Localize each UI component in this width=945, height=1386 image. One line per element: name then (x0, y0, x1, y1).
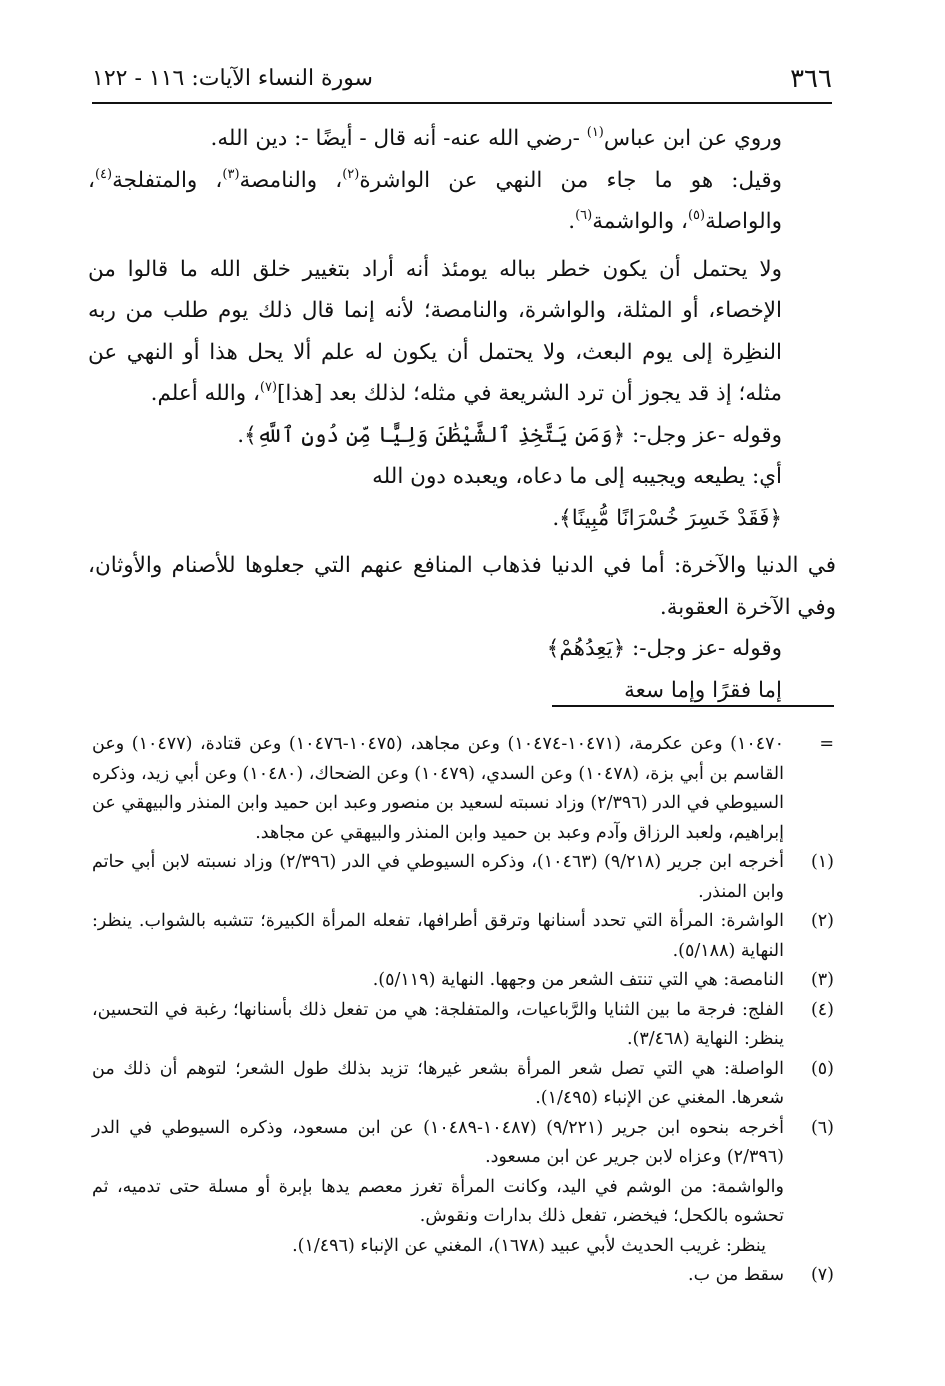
text-run: ، والمتفلجة (112, 167, 223, 193)
footnote-ref: (٦) (575, 208, 593, 223)
paragraph (88, 118, 836, 160)
text-run: . (568, 209, 576, 234)
page-number: ٣٦٦ (790, 64, 832, 94)
text-run: ولا يحتمل أن يكون خطر بباله يومئذ أنه أراد بتغيير خلق الله ما قالوا من الإخصاء، أو المثلة، والواشرة، والنامصة؛ لأنه إنما قال ذلك يوم طلب من ربه النظِرة إلى يوم البعث، ولا يحتمل أن يكون له علم ألا يحل هذا أو النهي عن مثله؛ إذ قد يجوز أن ترد الشريعة في مثله؛ لذلك بعد [هذا] (88, 256, 782, 406)
paragraph (88, 160, 836, 243)
footnote (92, 907, 834, 966)
quran-verse: ﴿فَقَدْ خَسِرَ خُسْرَانًا مُّبِينًا﴾ (559, 505, 782, 531)
main-text (88, 118, 836, 711)
footnote-ref: (٢) (342, 166, 360, 182)
paragraph: إما فقرًا وإما سعة (624, 677, 782, 703)
text-run: وقيل: هو ما جاء من النهي عن الواشرة (359, 167, 782, 193)
footnote (92, 966, 834, 996)
footnote-label: (٢) (810, 911, 834, 931)
text-run: ، والواصلة (88, 167, 782, 234)
footnote-text: النامصة: هي التي تنتف الشعر من وجهها. النهاية (٥/١١٩). (372, 970, 784, 990)
footnote-text: سقط من ب. (688, 1265, 784, 1285)
footnote-text: ١٠٤٧٠) وعن عكرمة، (١٠٤٧١-١٠٤٧٤) وعن مجاهد، (١٠٤٧٥-١٠٤٧٦) وعن قتادة، (١٠٤٧٧) وعن القاسم بن أبي بزة، (١٠٤٧٨) وعن السدي، (١٠٤٧٩) وعن الضحاك، (١٠٤٨٠) وعن أبي زيد، وذكره السيوطي في الدر (٢/٣٩٦) وزاد نسبته لسعيد بن منصور وعبد ابن حميد وابن المنذر والبيهقي عن إبراهيم، ولعبد الرزاق وآدم وعبد بن حميد وابن المنذر والبيهقي عن مجاهد. (92, 734, 784, 843)
text-run: . (237, 422, 245, 448)
page-header (92, 58, 832, 104)
footnote (92, 1261, 834, 1291)
footnote-ref: (٥) (687, 208, 706, 223)
quran-verse: ﴿وَمَن يَتَّخِذِ ٱلشَّيْطَٰنَ وَلِيًّا مِّن دُونِ ٱللَّهِ﴾ (244, 422, 626, 448)
text-run: ، والواشمة (592, 209, 688, 234)
footnote-text: أخرجه ابن جرير (٩/٢١٨) (١٠٤٦٣)، وذكره السيوطي في الدر (٢/٣٩٦) وزاد نسبته لابن أبي حاتم وابن المنذر. (92, 852, 784, 902)
footnote-ref: (٣) (222, 166, 240, 182)
footnote-label: (٦) (810, 1117, 834, 1138)
footnote-text: الواصلة: هي التي تصل شعر المرأة بشعر غيرها؛ تزيد بذلك طول الشعر؛ لتوهم أن ذلك من شعرها. المغني عن الإنباء (١/٤٩٥). (92, 1058, 784, 1108)
text-run: -رضي الله عنه- أنه قال - أيضًا -: دين الله. (210, 126, 587, 151)
footnote-text: الفلج: فرجة ما بين الثنايا والرَّباعيات، والمتفلجة: هي من تفعل ذلك بأسنانها؛ رغبة في التحسين، ينظر: النهاية (٣/٤٦٨). (92, 999, 784, 1049)
footnote-text: أخرجه بنحوه ابن جرير (٩/٢٢١) (١٠٤٨٧-١٠٤٨٩) عن ابن مسعود، وذكره السيوطي في الدر (٢/٣٩٦) وعزاه لابن جرير عن ابن مسعود. (92, 1117, 784, 1167)
footnote-label: (٧) (810, 1265, 834, 1285)
text-run: وقوله -عز وجل-: (625, 422, 782, 448)
paragraph (88, 415, 836, 457)
footnote (92, 1114, 834, 1173)
running-title: سورة النساء الآيات: ١١٦ - ١٢٢ (92, 66, 373, 91)
paragraph (88, 498, 836, 540)
footnote-text: الواشرة: المرأة التي تحدد أسنانها وترقق أطرافها، تفعله المرأة الكبيرة؛ تتشبه بالشواب. ينظر: النهاية (٥/١٨٨). (92, 911, 784, 961)
footnote-label: (١) (810, 852, 834, 872)
paragraph: في الدنيا والآخرة: أما في الدنيا فذهاب المنافع عنهم التي جعلوها للأصنام والأوثان، وفي الآخرة العقوبة. (88, 553, 836, 620)
footnote-ref: (٤) (94, 166, 113, 182)
footnote-ref: (١) (586, 125, 604, 140)
footnote-label: (٤) (810, 999, 834, 1020)
text-run: وروي عن ابن عباس (603, 126, 782, 151)
footnote-label: (٥) (810, 1058, 834, 1079)
footnote-continuation (92, 730, 834, 848)
footnote (92, 1055, 834, 1114)
footnote (92, 996, 834, 1055)
paragraph: أي: يطيعه ويجيبه إلى ما دعاه، ويعبده دون الله (372, 464, 782, 489)
footnotes (92, 730, 834, 1291)
footnote-label: = (819, 734, 834, 754)
quran-verse: ﴿يَعِدُهُمْ﴾ (546, 636, 626, 661)
paragraph (88, 628, 836, 670)
footnote (92, 848, 834, 907)
footnote-ref: (٧) (259, 380, 278, 395)
footnote-separator (552, 705, 834, 707)
text-run: ، والله أعلم. (150, 381, 260, 406)
text-run: . (552, 505, 560, 531)
paragraph (88, 249, 836, 415)
text-run: وقوله -عز وجل-: (625, 636, 782, 661)
text-run: ، والنامصة (239, 167, 343, 193)
footnote-label: (٣) (810, 970, 834, 990)
footnote-extra: والواشمة: من الوشم في اليد، وكانت المرأة تغرز معصم يدها بإبرة أو مسلة حتى تدميه، ثم تحشوه بالكحل؛ فيخضر، تفعل ذلك بدارات ونقوش. (92, 1176, 784, 1226)
footnote-extra: ينظر: غريب الحديث لأبي عبيد (١٦٧٨)، المغني عن الإنباء (١/٤٩٦). (292, 1235, 766, 1256)
